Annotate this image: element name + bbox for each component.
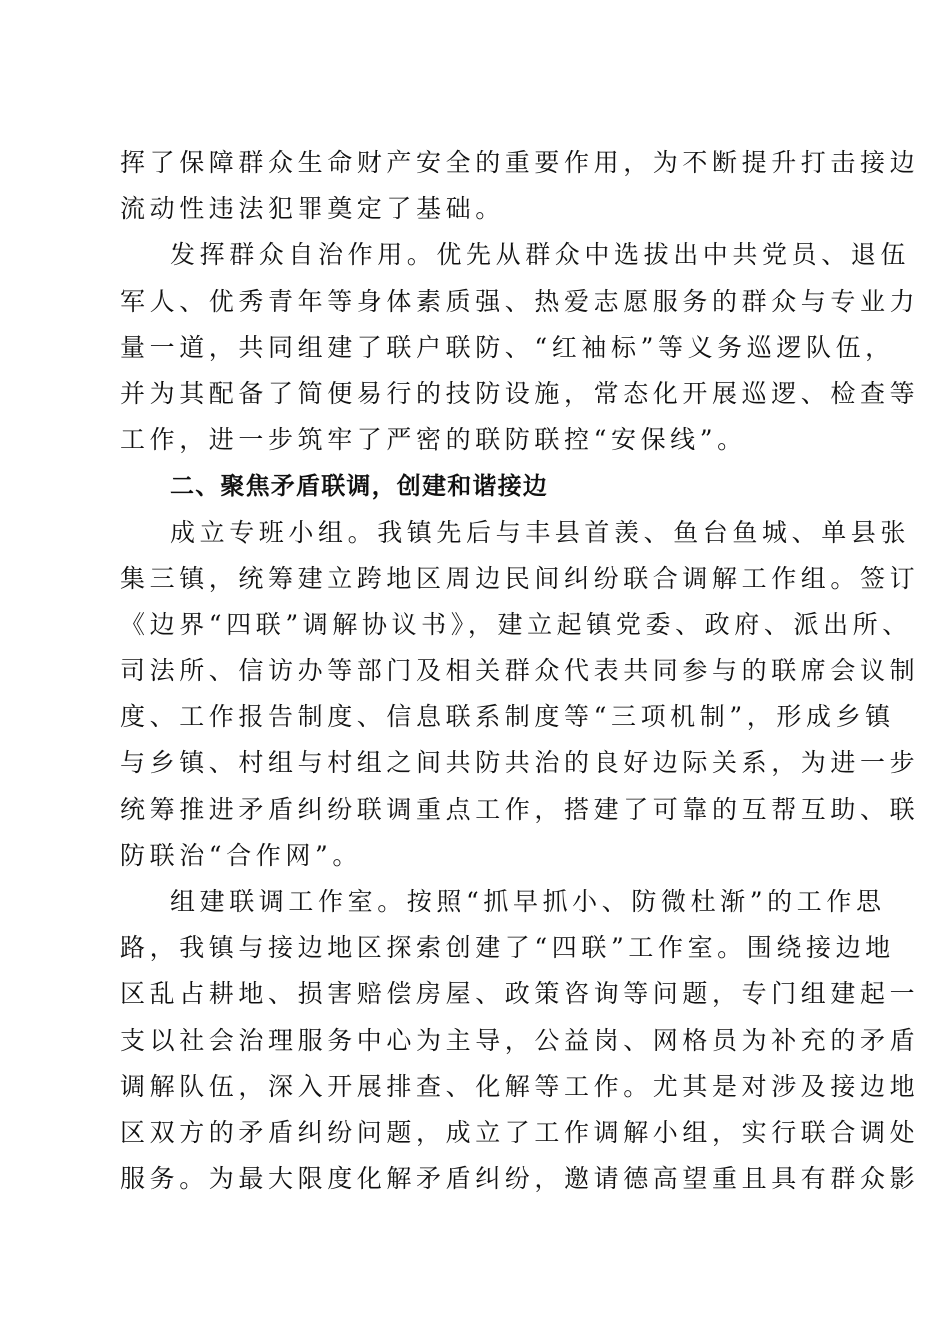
paragraph-special-team [120,510,920,880]
text-line: 调解队伍，深入开展排查、化解等工作。尤其是对涉及接边地 [120,1071,920,1101]
text-line: 统筹推进矛盾纠纷联调重点工作，搭建了可靠的互帮互助、联 [120,794,920,824]
text-line: 集三镇，统筹建立跨地区周边民间纠纷联合调解工作组。签订 [120,563,920,593]
text-line: 成立专班小组。我镇先后与丰县首羡、鱼台鱼城、单县张 [170,517,911,547]
text-line: 支以社会治理服务中心为主导，公益岗、网格员为补充的矛盾 [120,1025,920,1055]
text-line: 挥了保障群众生命财产安全的重要作用，为不断提升打击接边 [120,148,920,177]
text-line: 军人、优秀青年等身体素质强、热爱志愿服务的群众与专业力 [120,286,920,316]
text-line: 量一道，共同组建了联户联防、“红袖标”等义务巡逻队伍， [120,332,895,362]
text-line: 并为其配备了简便易行的技防设施，常态化开展巡逻、检查等 [120,378,920,408]
text-line: 区双方的矛盾纠纷问题，成立了工作调解小组，实行联合调处 [120,1117,920,1147]
text-line: 服务。为最大限度化解矛盾纠纷，邀请德高望重且具有群众影 [120,1164,920,1194]
text-line: 《边界“四联”调解协议书》，建立起镇党委、政府、派出所、 [120,609,912,639]
paragraph-mediation-office [120,879,920,1202]
text-line: 流动性违法犯罪奠定了基础。 [120,194,505,224]
text-line: 司法所、信访办等部门及相关群众代表共同参与的联席会议制 [120,656,920,686]
text-line: 路，我镇与接边地区探索创建了“四联”工作室。围绕接边地 [120,933,895,963]
text-line: 防联治“合作网”。 [120,840,362,870]
text-line: 发挥群众自治作用。优先从群众中选拔出中共党员、退伍 [170,240,911,270]
text-line: 与乡镇、村组与村组之间共防共治的良好边际关系，为进一步 [120,748,920,778]
paragraph-continued [120,140,920,232]
text-line: 区乱占耕地、损害赔偿房屋、政策咨询等问题，专门组建起一 [120,979,920,1009]
document-body [120,140,920,1202]
section-heading: 二、聚焦矛盾联调，创建和谐接边 [170,472,548,501]
text-line: 工作，进一步筑牢了严密的联防联控“安保线”。 [120,425,747,455]
paragraph-mass-self-governance [120,232,920,463]
text-line: 组建联调工作室。按照“抓早抓小、防微杜渐”的工作思 [170,887,886,916]
text-line: 度、工作报告制度、信息联系制度等“三项机制”，形成乡镇 [120,702,895,732]
